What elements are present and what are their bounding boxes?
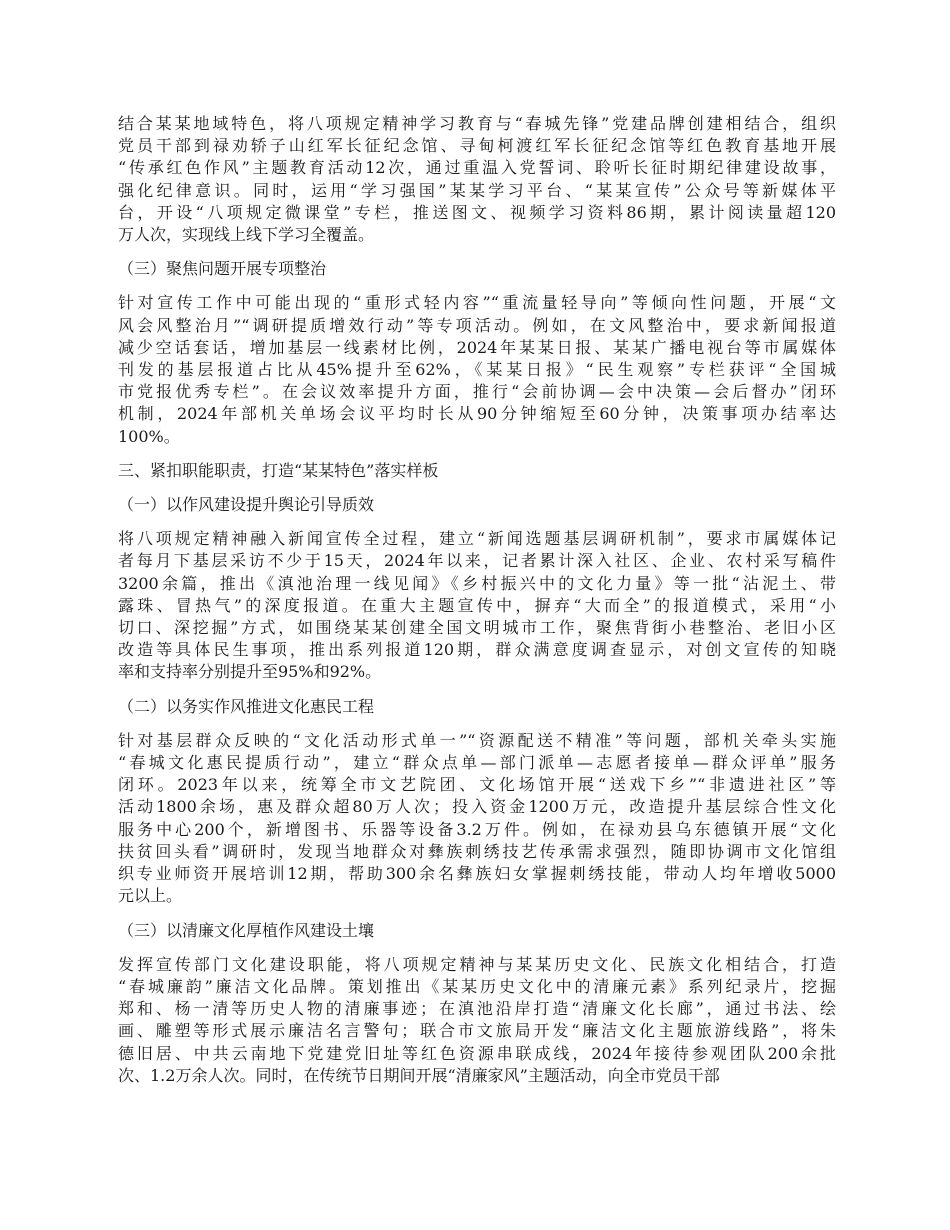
section-heading: （一）以作风建设提升舆论引导质效 — [118, 495, 375, 515]
text-line: 率和支持率分别提升至95%和92%。 — [118, 662, 382, 682]
text-line: “春城廉韵”廉洁文化品牌。策划推出《某某历史文化中的清廉元素》系列纪录片，挖掘 — [118, 976, 836, 996]
section-heading: （三）以清廉文化厚植作风建设土壤 — [118, 920, 375, 940]
text-line: 将八项规定精神融入新闻宣传全过程，建立“新闻选题基层调研机制”，要求市属媒体记 — [118, 529, 836, 549]
paragraph — [118, 292, 836, 447]
text-line: 画、雕塑等形式展示廉洁名言警句；联合市文旅局开发“廉洁文化主题旅游线路”，将朱 — [118, 1021, 836, 1041]
text-line: 100%。 — [118, 426, 180, 446]
text-line: 改造等具体民生事项，推出系列报道120期，群众满意度调查显示，对创文宣传的知晓 — [118, 640, 836, 660]
paragraph — [118, 528, 836, 683]
text-line: 郑和、杨一清等历史人物的清廉事迹；在滇池沿岸打造“清廉文化长廊”，通过书法、绘 — [118, 999, 836, 1019]
text-line: 市党报优秀专栏”。在会议效率提升方面，推行“会前协调—会中决策—会后督办”闭环 — [118, 382, 836, 402]
text-line: 万人次，实现线上线下学习全覆盖。 — [118, 225, 375, 245]
text-line: “传承红色作风”主题教育活动12次，通过重温入党誓词、聆听长征时期纪律建设故事， — [118, 158, 836, 178]
text-line: 扶贫回头看”调研时，发现当地群众对彝族刺绣技艺传承需求强烈，随即协调市文化馆组 — [118, 841, 836, 861]
text-line: 闭环。2023年以来，统筹全市文艺院团、文化场馆开展“送戏下乡”“非遗进社区”等 — [118, 775, 836, 795]
text-line: 台，开设“八项规定微课堂”专栏，推送图文、视频学习资料86期，累计阅读量超120 — [118, 202, 836, 222]
text-line: 者每月下基层采访不少于15天，2024年以来，记者累计深入社区、企业、农村采写稿件 — [118, 551, 836, 571]
text-line: 活动1800余场，惠及群众超80万人次；投入资金1200万元，改造提升基层综合性文化 — [118, 797, 836, 817]
text-line: 党员干部到禄劝轿子山红军长征纪念馆、寻甸柯渡红军长征纪念馆等红色教育基地开展 — [118, 136, 836, 156]
text-line: 服务中心200个，新增图书、乐器等设备3.2万件。例如，在禄劝县乌东德镇开展“文化 — [118, 819, 836, 839]
paragraph — [118, 730, 836, 908]
text-line: 3200余篇，推出《滇池治理一线见闻》《乡村振兴中的文化力量》等一批“沾泥土、带 — [118, 573, 836, 593]
text-line: 刊发的基层报道占比从45%提升至62%，《某某日报》“民生观察”专栏获评“全国城 — [118, 360, 836, 380]
document-page — [118, 113, 836, 1099]
text-line: 发挥宣传部门文化建设职能，将八项规定精神与某某历史文化、民族文化相结合，打造 — [118, 954, 836, 974]
text-line: 元以上。 — [118, 886, 183, 906]
paragraph — [118, 113, 836, 246]
text-line: 风会风整治月”“调研提质增效行动”等专项活动。例如，在文风整治中，要求新闻报道 — [118, 315, 836, 335]
text-line: 织专业师资开展培训12期，帮助300余名彝族妇女掌握刺绣技能，带动人均年增收5000 — [118, 864, 836, 884]
text-line: 针对基层群众反映的“文化活动形式单一”“资源配送不精准”等问题，部机关牵头实施 — [118, 730, 836, 750]
text-line: 针对宣传工作中可能出现的“重形式轻内容”“重流量轻导向”等倾向性问题，开展“文 — [118, 293, 836, 313]
paragraph — [118, 954, 836, 1087]
text-line: 机制，2024年部机关单场会议平均时长从90分钟缩短至60分钟，决策事项办结率达 — [118, 404, 836, 424]
section-heading: 三、紧扣职能职责，打造“某某特色”落实样板 — [118, 460, 439, 480]
text-line: 次、1.2万余人次。同时，在传统节日期间开展“清廉家风”主题活动，向全市党员干部 — [118, 1065, 720, 1085]
text-line: 切口、深挖掘”方式，如围绕某某创建全国文明城市工作，聚焦背街小巷整治、老旧小区 — [118, 618, 836, 638]
text-line: “春城文化惠民提质行动”，建立“群众点单—部门派单—志愿者接单—群众评单”服务 — [118, 753, 836, 773]
text-line: 强化纪律意识。同时，运用“学习强国”某某学习平台、“某某宣传”公众号等新媒体平 — [118, 180, 836, 200]
text-line: 德旧居、中共云南地下党建党旧址等红色资源串联成线，2024年接待参观团队200余批 — [118, 1043, 836, 1063]
text-line: 露珠、冒热气”的深度报道。在重大主题宣传中，摒弃“大而全”的报道模式，采用“小 — [118, 595, 836, 615]
section-heading: （三）聚焦问题开展专项整治 — [118, 259, 327, 279]
text-line: 结合某某地域特色，将八项规定精神学习教育与“春城先锋”党建品牌创建相结合，组织 — [118, 114, 836, 133]
section-heading: （二）以务实作风推进文化惠民工程 — [118, 696, 375, 716]
text-line: 减少空话套话，增加基层一线素材比例，2024年某某日报、某某广播电视台等市属媒体 — [118, 337, 836, 357]
